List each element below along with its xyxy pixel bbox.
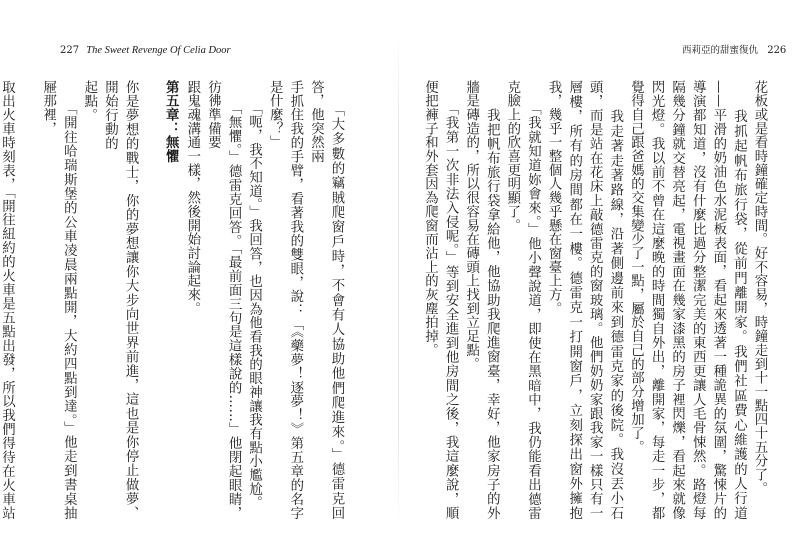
- paragraph: 「我第一次非法入侵呢。」等到安全進到他房間之後，我這麼說，順便把褲子和外套因為爬窗而沾上的灰塵拍掉。: [422, 80, 459, 520]
- epigraph-line: 起點。: [81, 80, 97, 122]
- left-page: [0, 0, 399, 559]
- right-running-title: 西莉亞的甜蜜復仇: [682, 45, 759, 56]
- paragraph: 「無懼。」德雷克回答。「最前面三句是這樣說的……」他閉起眼睛，彷彿準備要: [205, 80, 242, 520]
- paragraph: 花板或是看時鐘確定時間。好不容易，時鐘走到十一點四十五分了。: [752, 80, 767, 496]
- left-running-title: The Sweet Revenge Of Celia Door: [86, 45, 231, 56]
- paragraph: 手抓住我的手臂，看著我的雙眼，說：「《藥夢！逐夢！》第五章的名字是什麼？」: [267, 80, 303, 520]
- paragraph: 「開往哈瑞斯堡的公車凌晨兩點開，大約四點到達。」他走到書桌抽屜那裡，: [40, 80, 77, 520]
- paragraph: 我把帆布旅行袋拿給他，他協助我爬進窗臺，幸好，他家房子的外牆是磚造的，所以很容易在磚頭上找到立足點。: [463, 80, 500, 520]
- paragraph: 「呃，我不知道。」我回答，也因為他看我的眼神讓我有點小尷尬。: [246, 80, 262, 510]
- right-page-number: 226: [767, 45, 787, 56]
- paragraph: 我走著走著路線，沿著側邊前來到德雷克家的後院。我沒丟小石頭，而是站在花床上敲德雷克的窗玻璃。他們奶奶家跟我家一樣只有一層樓，所有的房間都在一樓。德雷克一打開窗戶，立刻探出窗外擁抱我，幾乎一整個人幾乎懸在窗臺上方。: [546, 80, 623, 520]
- epigraph-line: 你是夢想的戰士，你的夢想讓你大步向世界前進，這也是你停止做夢、開始行動的: [102, 80, 139, 520]
- paragraph: 我抓起帆布旅行袋，從前門離開家。我們社區費心維護的人行道——平滑的奶油色水泥板表面，看起來透著一種詭異的氛圍，驚悚片的導演都知道，沒有什麼比過分整潔完美的東西更讓人毛骨悚然。路燈每隔幾分鐘就交替亮起，電視畫面在幾家漆黑的房子裡閃爍，看起來就像閃光燈。我以前不曾在這麼晚的時間獨自外出，離開家，每走一步，都覺得自己跟爸媽的交集變少了一點，屬於自己的部分增加了。: [628, 80, 747, 520]
- left-page-header: [60, 45, 231, 57]
- paragraph: 取出火車時刻表，「開往紐約的火車是五點出發，所以我們得待在火車站: [0, 80, 15, 520]
- paragraph: 「我就知道妳會來。」他小聲說道，即使在黑暗中，我仍能看出德雷克臉上的欣喜更明顯了。: [504, 80, 541, 520]
- chapter-heading: 第五章：無懼: [163, 80, 180, 164]
- paragraph: 「大多數的竊賊爬窗戶時，不會有人協助他們爬進來。」德雷克回答，他突然兩: [308, 80, 344, 520]
- left-page-number: 227: [60, 45, 80, 56]
- right-page-text: [412, 80, 769, 520]
- paragraph: 跟鬼魂溝通一樣，然後開始討論起來。: [184, 80, 200, 316]
- right-page-header: [682, 45, 786, 57]
- left-page-text: [0, 80, 346, 520]
